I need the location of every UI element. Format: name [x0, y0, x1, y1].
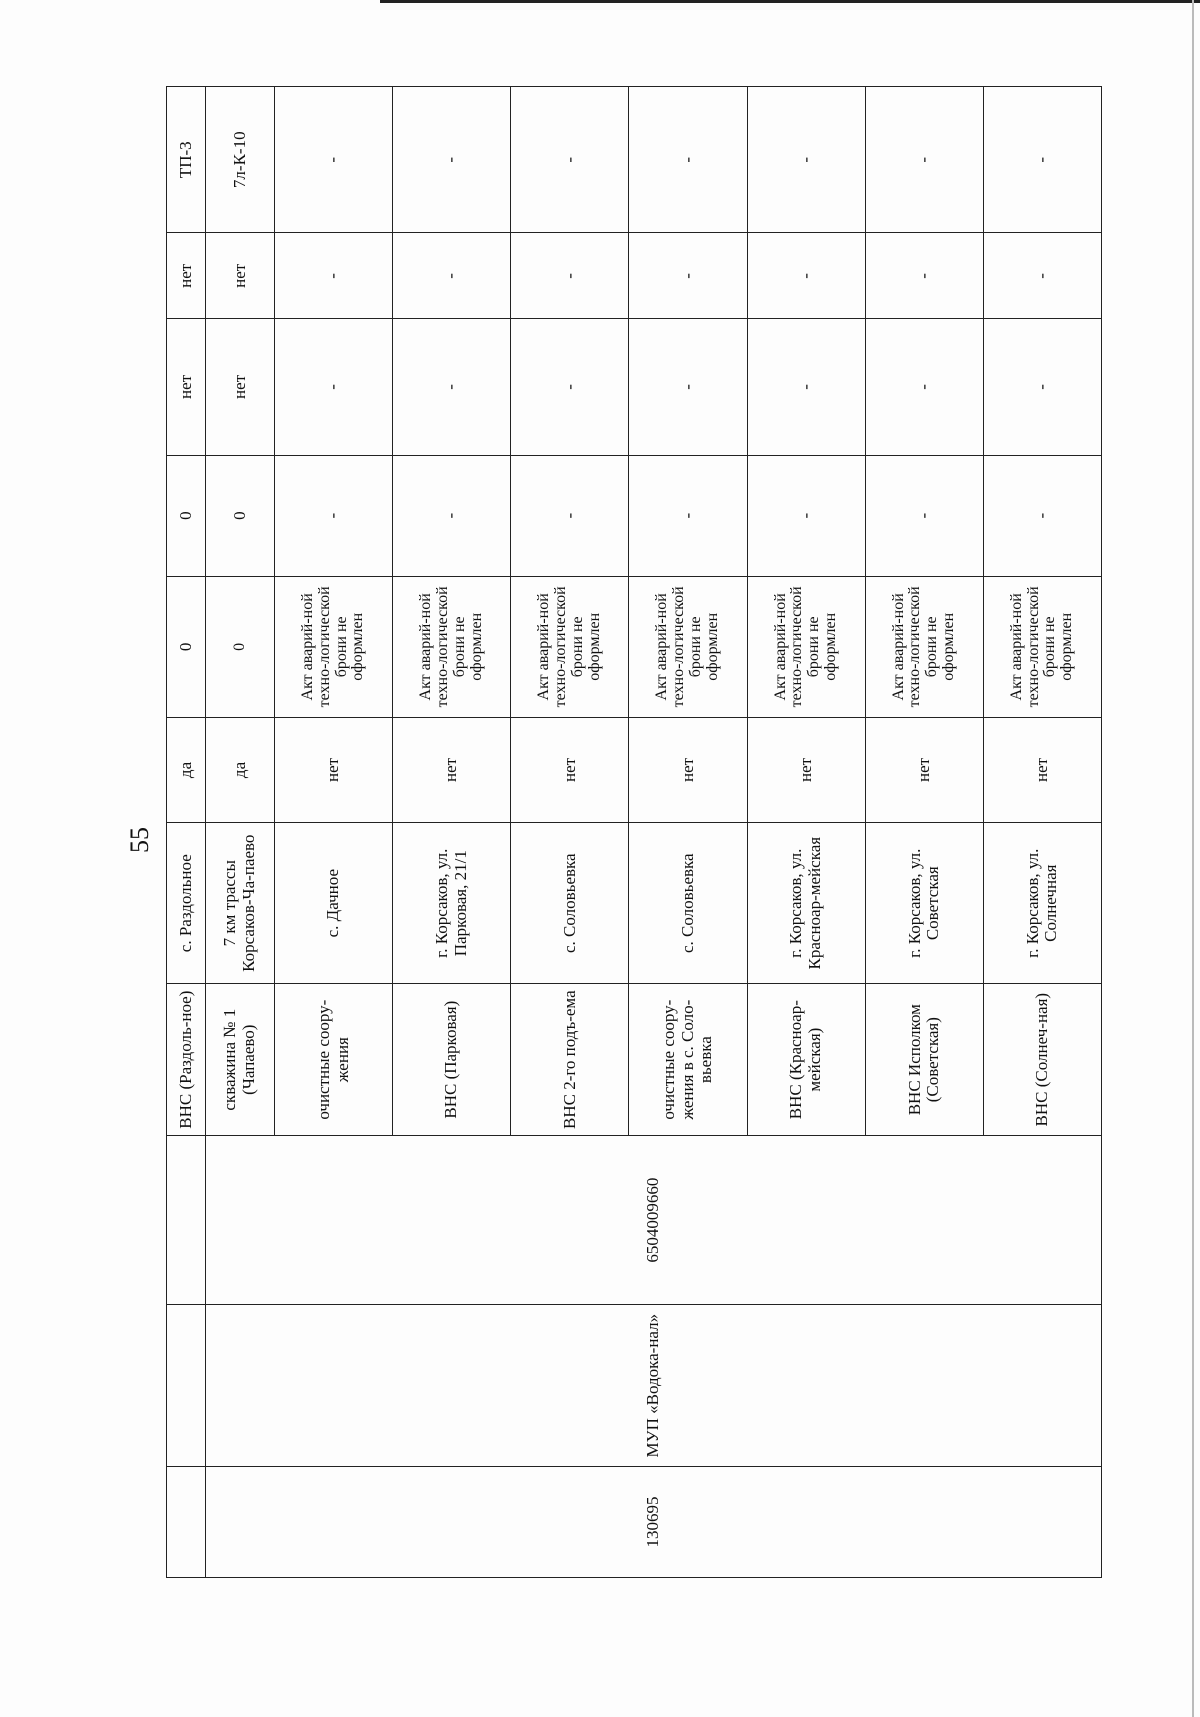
- cell-act: 0: [205, 576, 274, 717]
- cell-tp: -: [511, 87, 629, 233]
- cell-act: Акт аварий-ной техно-логической брони не оформлен: [511, 576, 629, 717]
- cell-zero: -: [275, 455, 393, 576]
- cell-org: [167, 1305, 206, 1467]
- cell-zero: -: [865, 455, 983, 576]
- cell-address: с. Соловьевка: [511, 822, 629, 984]
- cell-n2: -: [629, 233, 747, 319]
- cell-address: 7 км трассы Корсаков-Ча-паево: [205, 822, 274, 984]
- cell-flag: нет: [983, 717, 1101, 822]
- cell-act: Акт аварий-ной техно-логической брони не оформлен: [629, 576, 747, 717]
- cell-n2: -: [747, 233, 865, 319]
- cell-object: ВНС Исполком (Советская): [865, 984, 983, 1135]
- cell-n2: нет: [167, 233, 206, 319]
- cell-n2: нет: [205, 233, 274, 319]
- cell-object: очистные соору-жения в с. Соло-вьевка: [629, 984, 747, 1135]
- cell-n1: -: [747, 319, 865, 455]
- cell-zero: -: [511, 455, 629, 576]
- cell-inn: [167, 1135, 206, 1305]
- cell-act: Акт аварий-ной техно-логической брони не оформлен: [275, 576, 393, 717]
- cell-flag: да: [167, 717, 206, 822]
- cell-address: с. Соловьевка: [629, 822, 747, 984]
- cell-address: г. Корсаков, ул. Советская: [865, 822, 983, 984]
- cell-zero: -: [393, 455, 511, 576]
- data-table: [166, 86, 1102, 1578]
- cell-n1: -: [511, 319, 629, 455]
- cell-tp: -: [865, 87, 983, 233]
- cell-tp: ТП-3: [167, 87, 206, 233]
- cell-object: ВНС (Парковая): [393, 984, 511, 1135]
- cell-object: очистные соору-жения: [275, 984, 393, 1135]
- cell-flag: нет: [393, 717, 511, 822]
- cell-n2: -: [511, 233, 629, 319]
- cell-n1: нет: [205, 319, 274, 455]
- cell-tp: -: [275, 87, 393, 233]
- cell-address: с. Дачное: [275, 822, 393, 984]
- cell-n2: -: [865, 233, 983, 319]
- cell-object: ВНС (Красноар-мейская): [747, 984, 865, 1135]
- cell-zero: -: [983, 455, 1101, 576]
- cell-address: с. Раздольное: [167, 822, 206, 984]
- cell-object: ВНС (Солнеч-ная): [983, 984, 1101, 1135]
- cell-zero: -: [747, 455, 865, 576]
- cell-n1: -: [275, 319, 393, 455]
- table-row: [205, 87, 274, 1578]
- org-name-cell: МУП «Водока-нал»: [205, 1305, 1101, 1467]
- org-id-cell: 130695: [205, 1466, 1101, 1577]
- page-number: 55: [125, 827, 154, 853]
- cell-n1: -: [629, 319, 747, 455]
- cell-tp: 7л-К-10: [205, 87, 274, 233]
- cell-zero: 0: [205, 455, 274, 576]
- cell-tp: -: [629, 87, 747, 233]
- cell-address: г. Корсаков, ул. Солнечная: [983, 822, 1101, 984]
- cell-id: [167, 1466, 206, 1577]
- table-container: [166, 86, 1102, 1578]
- cell-n2: -: [393, 233, 511, 319]
- cell-n1: -: [865, 319, 983, 455]
- cell-act: Акт аварий-ной техно-логической брони не оформлен: [983, 576, 1101, 717]
- cell-tp: -: [983, 87, 1101, 233]
- cell-object: ВНС (Раздоль-ное): [167, 984, 206, 1135]
- cell-act: 0: [167, 576, 206, 717]
- cell-tp: -: [393, 87, 511, 233]
- cell-n1: -: [393, 319, 511, 455]
- cell-zero: 0: [167, 455, 206, 576]
- cell-address: г. Корсаков, ул. Красноар-мейская: [747, 822, 865, 984]
- cell-n1: нет: [167, 319, 206, 455]
- cell-tp: -: [747, 87, 865, 233]
- cell-act: Акт аварий-ной техно-логической брони не оформлен: [393, 576, 511, 717]
- cell-n2: -: [275, 233, 393, 319]
- cell-flag: нет: [865, 717, 983, 822]
- cell-object: скважина № 1 (Чапаево): [205, 984, 274, 1135]
- cell-n2: -: [983, 233, 1101, 319]
- org-inn-cell: 6504009660: [205, 1135, 1101, 1305]
- cell-flag: нет: [275, 717, 393, 822]
- cell-n1: -: [983, 319, 1101, 455]
- cell-flag: нет: [511, 717, 629, 822]
- cell-object: ВНС 2-го подъ-ема: [511, 984, 629, 1135]
- cell-flag: да: [205, 717, 274, 822]
- cell-act: Акт аварий-ной техно-логической брони не оформлен: [865, 576, 983, 717]
- cell-zero: -: [629, 455, 747, 576]
- scan-edge-line-right: [1192, 0, 1194, 1717]
- scan-edge-line: [380, 0, 1200, 3]
- cell-flag: нет: [629, 717, 747, 822]
- table-row-header: [167, 87, 206, 1578]
- cell-act: Акт аварий-ной техно-логической брони не оформлен: [747, 576, 865, 717]
- cell-address: г. Корсаков, ул. Парковая, 21/1: [393, 822, 511, 984]
- cell-flag: нет: [747, 717, 865, 822]
